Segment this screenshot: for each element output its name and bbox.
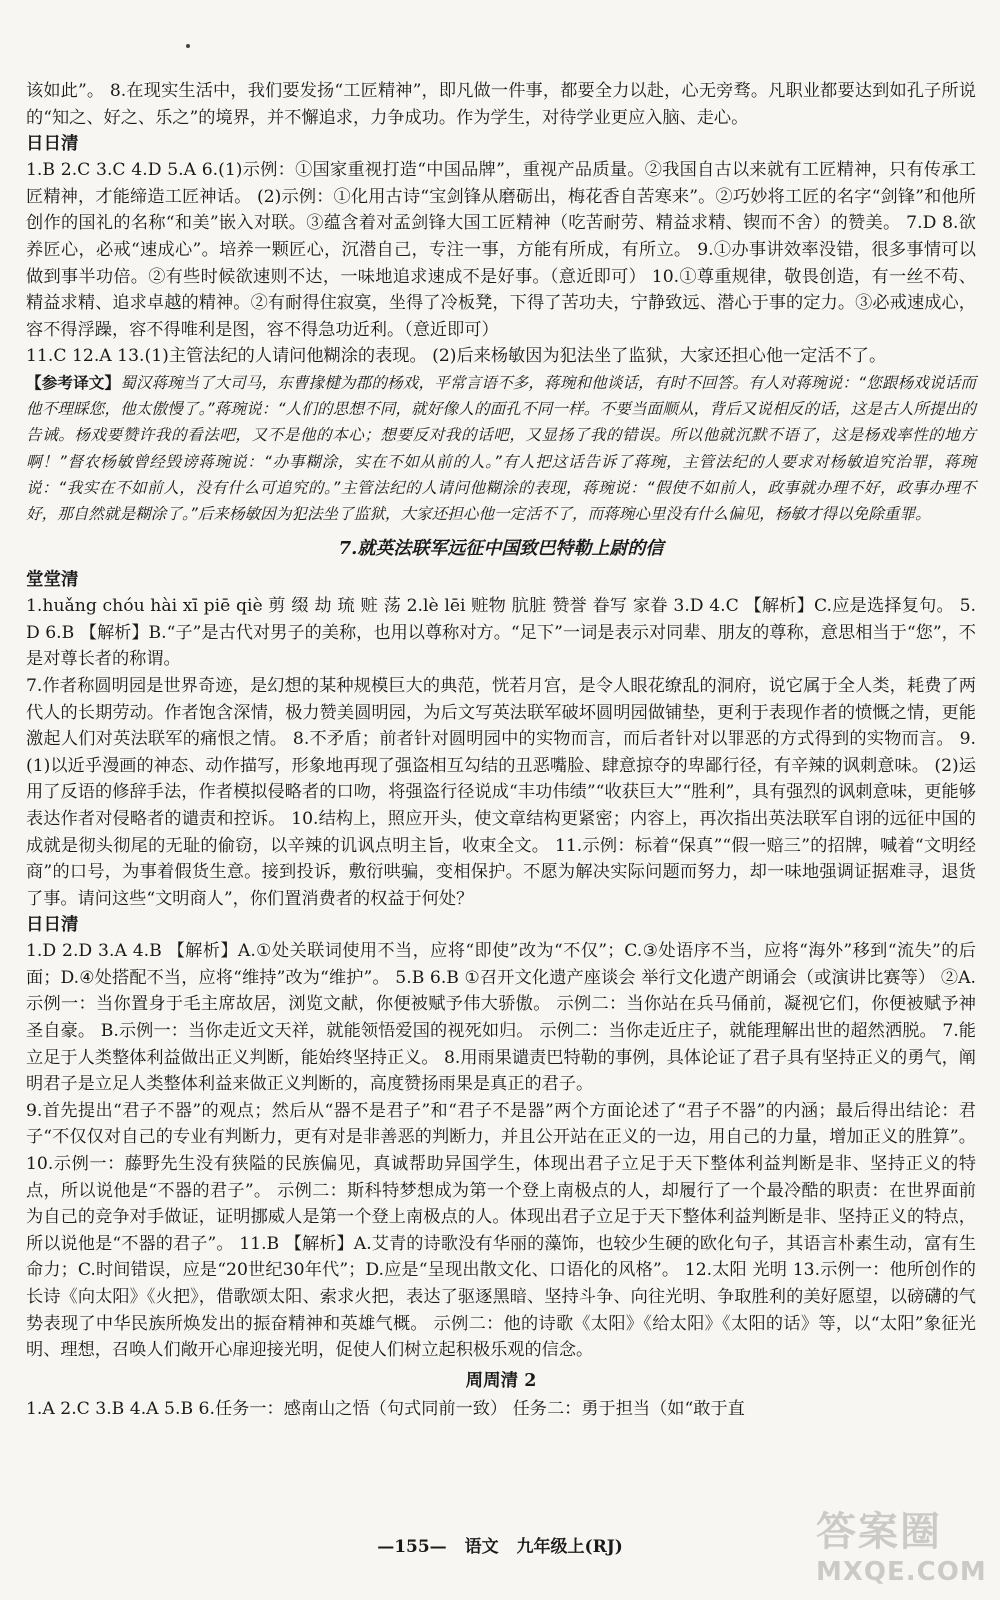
riri-answers-2b: 9.首先提出“君子不器”的观点；然后从“器不是君子”和“君子不是器”两个方面论述了“君子不器”的内涵；最后得出结论：君子“不仅仅对自己的专业有判断力，更有对是非善恶的判断力，并且公开站在正义的一边，用自己的力量，增加正义的胜算”。 10.示例一：藤野先生没有狭隘的民族偏见，真诚帮助异国学生，体现出君子立足于天下整体利益判断是非、坚持正义的特点，所以说他是“不器的君子”。 示例二：斯科特梦想成为第一个登上南极点的人，却履行了一个最冷酷的职责：在世界面前为自己的竞争对手做证，证明挪威人是第一个登上南极点的人。体现出君子立足于天下整体利益判断是非、坚持正义的特点，所以说他是“不器的君子”。 11.B 【解析】A.艾青的诗歌没有华丽的藻饰，也较少生硬的欧化句子，其语言朴素生动，富有生命力；C.时间错误，应是“20世纪30年代”；D.应是“呈现出散文化、口语化的风格”。 12.太阳 光明 13.示例一：他所创作的长诗《向太阳》《火把》，借歌颂太阳、索求火把，表达了驱逐黑暗、坚持斗争、向往光明、争取胜利的美好愿望，以磅礴的气势表现了中华民族所焕发出的振奋精神和英雄气概。 示例二：他的诗歌《太阳》《给太阳》《太阳的话》等，以“太阳”象征光明、理想，召唤人们敞开心扉迎接光明，促使人们树立起积极乐观的信念。 xyxy=(26,1100,976,1361)
answer-page xyxy=(26,78,976,1422)
translation-text: 蜀汉蒋琬当了大司马，东曹掾楗为郡的杨戏，平常言语不多，蒋琬和他谈话，有时不回答。有人对蒋琬说：“您跟杨戏说话而他不理睬您，他太傲慢了。”蒋琬说：“人们的思想不同，就好像人的面孔不同一样。不要当面顺从，背后又说相反的话，这是古人所提出的告诫。杨戏要赞许我的看法吧，又不是他的本心；想要反对我的话吧，又显扬了我的错误。所以他就沉默不语了，这是杨戏率性的地方啊！”督农杨敏曾经毁谤蒋琬说：“办事糊涂，实在不如从前的人。”有人把这话告诉了蒋琬，主管法纪的人要求对杨敏追究治罪，蒋琬说：“我实在不如前人，没有什么可追究的。”主管法纪的人请问他糊涂的表现，蒋琬说：“假使不如前人，政事就办理不好，政事办理不好，那自然就是糊涂了。”后来杨敏因为犯法坐了监狱，大家还担心他一定活不了，而蒋琬心里没有什么偏见，杨敏才得以免除重罪。 xyxy=(26,373,976,523)
riri-answers-1: 1.B 2.C 3.C 4.D 5.A 6.(1)示例：①国家重视打造“中国品牌”，重视产品质量。②我国自古以来就有工匠精神，只有传承工匠精神，才能缔造工匠神话。 (2)示例：①化用古诗“宝剑锋从磨砺出，梅花香自苦寒来”。②巧妙将工匠的名字“剑锋”和他所创作的国礼的名称“和美”嵌入对联。③蕴含着对孟剑锋大国工匠精神（吃苦耐劳、精益求精、锲而不舍）的赞美。 7.D 8.欲养匠心，必戒“速成心”。培养一颗匠心，沉潜自己，专注一事，方能有所成，有所立。 9.①办事讲效率没错，很多事情可以做到事半功倍。②有些时候欲速则不达，一味地追求速成不是好事。（意近即可） 10.①尊重规律，敬畏创造，有一丝不苟、精益求精、追求卓越的精神。②有耐得住寂寞，坐得了冷板凳，下得了苦功夫，宁静致远、潜心于事的定力。③必戒速成心，容不得浮躁，容不得唯利是图，容不得急功近利。（意近即可） xyxy=(26,160,976,340)
scan-dot xyxy=(186,44,190,48)
intro-paragraph: 该如此”。 8.在现实生活中，我们要发扬“工匠精神”，即凡做一件事，都要全力以赴，心无旁骛。凡职业都要达到如孔子所说的“知之、好之、乐之”的境界，并不懈追求，力争成功。作为学生，对待学业更应入脑、走心。 xyxy=(26,81,976,128)
riri-answers-2: 1.D 2.D 3.A 4.B 【解析】A.①处关联词使用不当，应将“即使”改为“不仅”；C.③处语序不当，应将“海外”移到“流失”的后面；D.④处搭配不当，应将“维持”改为“维护”。 5.B 6.B ①召开文化遗产座谈会 举行文化遗产朗诵会（或演讲比赛等） ②A.示例一：当你置身于毛主席故居，浏览文献，你便被赋予伟大骄傲。 示例二：当你站在兵马俑前，凝视它们，你便被赋予神圣自豪。 B.示例一：当你走近文天祥，就能领悟爱国的视死如归。 示例二：当你走近庄子，就能理解出世的超然洒脱。 7.能立足于人类整体利益做出正义判断，能始终坚持正义。 8.用雨果谴责巴特勒的事例，具体论证了君子具有坚持正义的勇气，阐明君子是立足人类整体利益来做正义判断的，高度赞扬雨果是真正的君子。 xyxy=(26,941,976,1095)
watermark-logo xyxy=(816,1500,987,1595)
translation-tag: 【参考译文】 xyxy=(26,373,121,392)
riri-heading-2: 日日清 xyxy=(26,915,79,936)
riri-heading-1: 日日清 xyxy=(26,134,79,155)
reference-translation xyxy=(26,370,976,527)
watermark-bottom: MXQE.COM xyxy=(816,1557,987,1587)
tangtang-answers-2: 7.作者称圆明园是世界奇迹，是幻想的某种规模巨大的典范，恍若月宫，是令人眼花缭乱的洞府，说它属于全人类，耗费了两代人的长期劳动。作者饱含深情，极力赞美圆明园，为后文写英法联军破坏圆明园做铺垫，更利于表现作者的愤慨之情，更能激起人们对英法联军的痛恨之情。 8.不矛盾；前者针对圆明园中的实物而言，而后者针对以罪恶的方式得到的实物而言。 9.(1)以近乎漫画的神态、动作描写，形象地再现了强盗相互勾结的丑恶嘴脸、肆意掠夺的卑鄙行径，有辛辣的讽刺意味。 (2)运用了反语的修辞手法，作者模拟侵略者的口吻，将强盗行径说成“丰功伟绩”“收获巨大”“胜利”，具有强烈的讽刺意味，更能够表达作者对侵略者的谴责和控诉。 10.结构上，照应开头，使文章结构更紧密；内容上，再次指出英法联军自诩的远征中国的成就是彻头彻尾的无耻的偷窃，以辛辣的讥讽点明主旨，收束全文。 11.示例：标着“保真”“假一赔三”的招牌，喊着“文明经商”的口号，为事着假货生意。接到投诉，敷衍哄骗，变相保护。不愿为解决实际问题而努力，却一味地强调证据难寻，退货了事。请问这些“文明商人”，你们置消费者的权益于何处？ xyxy=(26,675,976,909)
riri-answers-1b: 11.C 12.A 13.(1)主管法纪的人请问他糊涂的表现。 (2)后来杨敏因为犯法坐了监狱，大家还担心他一定活不了。 xyxy=(26,346,887,367)
grade-label: 九年级上(RJ) xyxy=(516,1537,623,1557)
chapter-title: 7.就英法联军远征中国致巴特勒上尉的信 xyxy=(338,538,664,560)
zhouzhou-heading: 周周清 2 xyxy=(465,1370,537,1391)
page-number: —155— xyxy=(377,1537,447,1557)
tangtang-heading: 堂堂清 xyxy=(26,570,79,591)
subject-label: 语文 xyxy=(464,1537,499,1557)
watermark-top: 答案圈 xyxy=(816,1509,942,1555)
zhouzhou-answers: 1.A 2.C 3.B 4.A 5.B 6.任务一：感南山之悟（句式同前一致） 任务二：勇于担当（如“敢于直 xyxy=(26,1398,745,1419)
tangtang-answers: 1.huǎng chóu hài xī piē qiè 剪 缀 劫 琉 赃 荡 2.lè lēi 赃物 肮脏 赞誉 眷写 家眷 3.D 4.C 【解析】C.应是选择复句。 5.D 6.B 【解析】B.“子”是古代对男子的美称，也用以尊称对方。“足下”一词是表示对同辈、朋友的尊称，意思相当于“您”，不是对尊长者的称谓。 xyxy=(26,596,976,670)
